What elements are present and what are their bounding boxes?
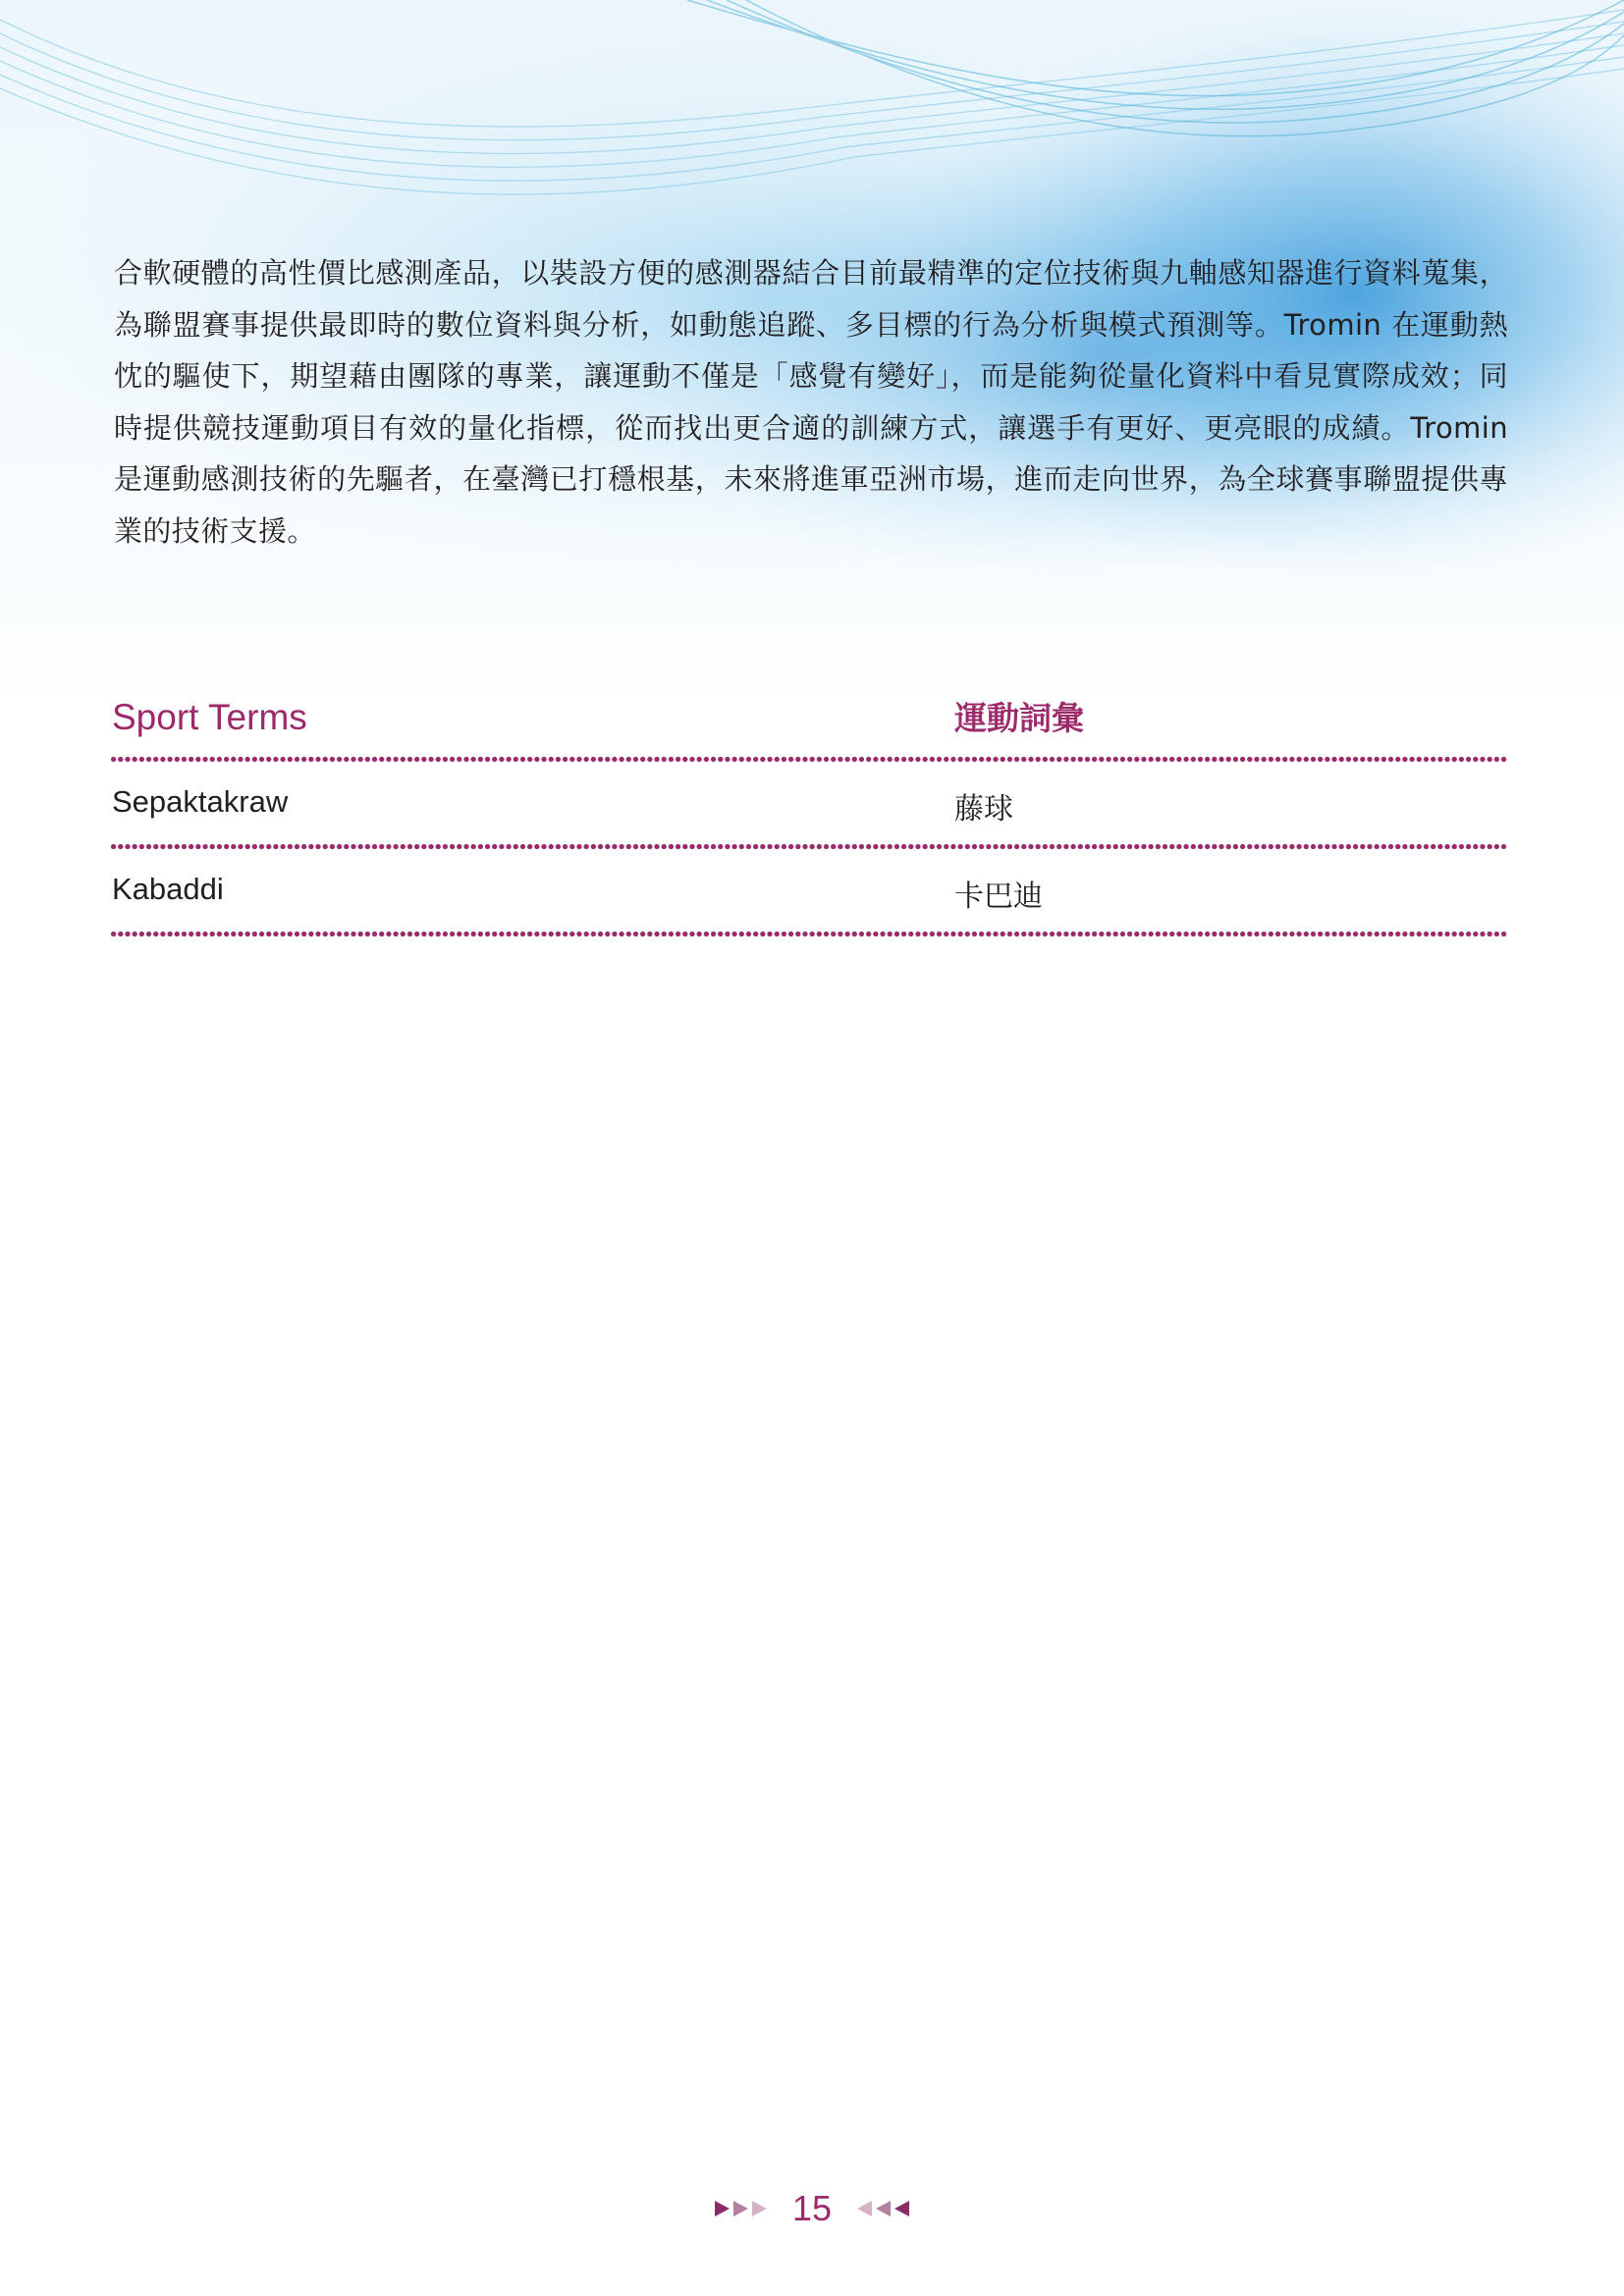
left-arrows-icon — [857, 2201, 909, 2216]
term-chinese: 卡巴迪 — [954, 880, 1043, 914]
term-english: Sepaktakraw — [112, 784, 289, 819]
intro-paragraph: 合軟硬體的高性價比感測產品，以裝設方便的感測器結合目前最精準的定位技術與九軸感知器進行資料蒐集，為聯盟賽事提供最即時的數位資料與分析，如動態追蹤、多目標的行為分析與模式預測等。Tromin 在運動熱忱的驅使下，期望藉由團隊的專業，讓運動不僅是「感覺有變好」，而是能夠從量化資料中看見實際成效；同時提供競技運動項目有效的量化指標，從而找出更合適的訓練方式，讓選手有更好、更亮眼的成績。Tromin 是運動感測技術的先驅者，在臺灣已打穩根基，未來將進軍亞洲市場，進而走向世界，為全球賽事聯盟提供專業的技術支援。 — [114, 256, 1508, 548]
page-footer — [0, 2184, 1624, 2233]
table-row — [110, 850, 1508, 937]
page-number: 15 — [791, 2188, 833, 2228]
header-sport-terms: Sport Terms — [112, 697, 307, 737]
header-sport-terms-zh: 運動詞彙 — [954, 699, 1084, 737]
term-english: Kabaddi — [112, 872, 224, 906]
table-header-row — [110, 687, 1508, 763]
right-arrows-icon — [715, 2201, 767, 2216]
table-row — [110, 763, 1508, 850]
term-chinese: 藤球 — [954, 792, 1013, 827]
sport-terms-table — [110, 687, 1508, 937]
